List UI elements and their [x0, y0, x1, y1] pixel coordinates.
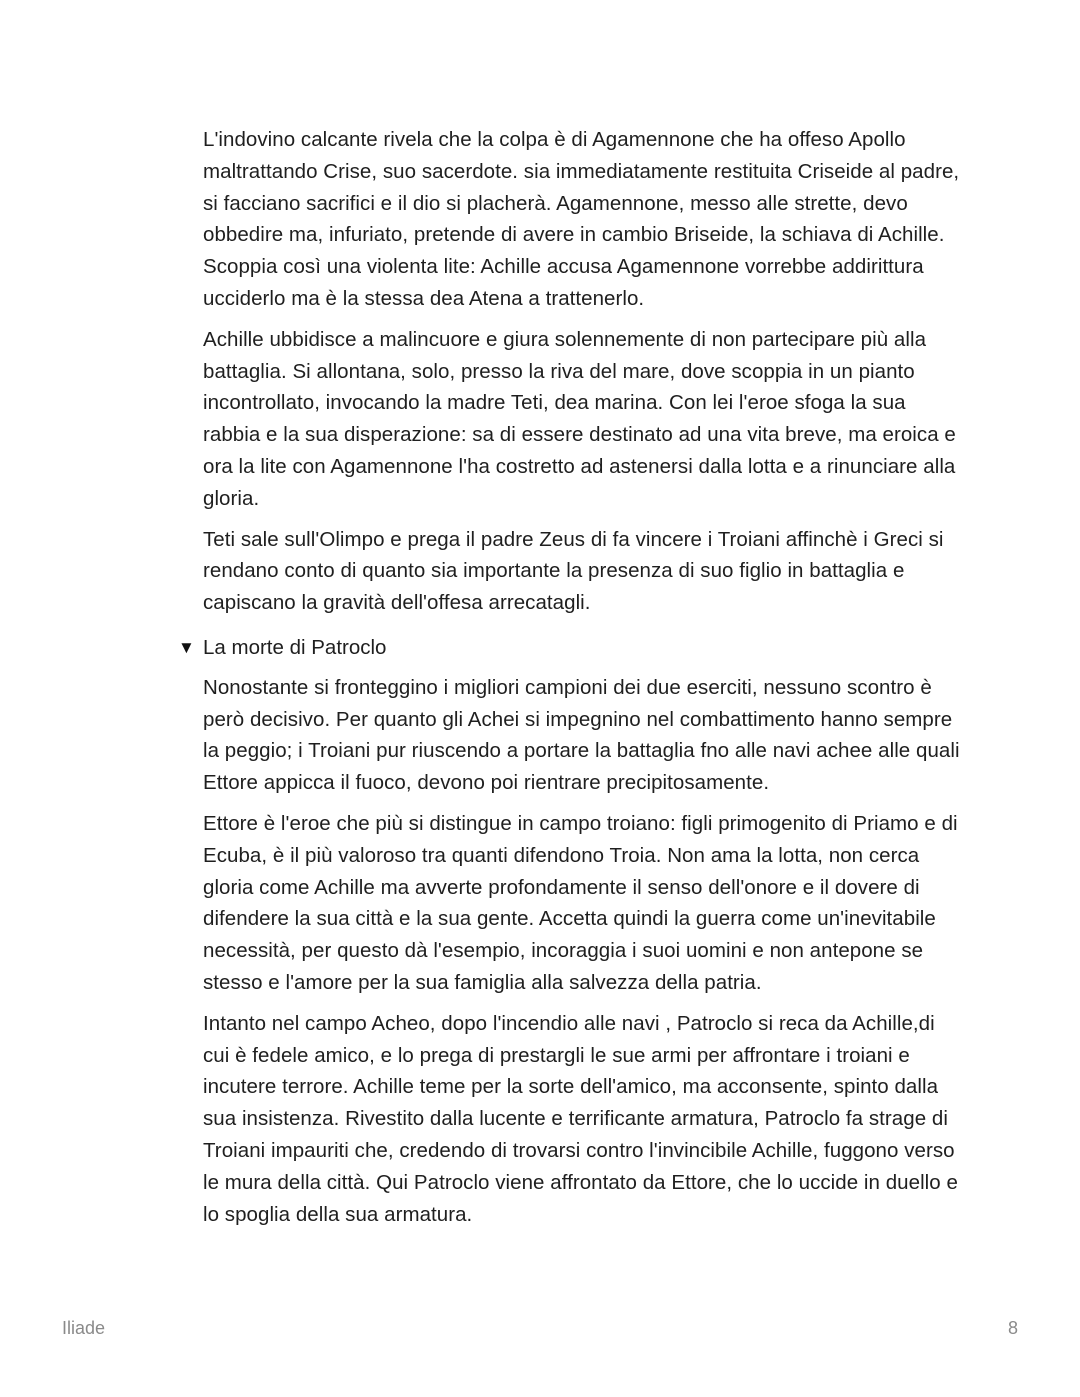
document-body: [178, 124, 963, 1239]
footer-page-number: 8: [1007, 1318, 1018, 1338]
paragraph-patroclo: Intanto nel campo Acheo, dopo l'incendio alle navi , Patroclo si reca da Achille,di cui è fedele amico, e lo prega di prestargli le sue armi per affrontare i troiani e incutere terrore. Achille teme per la sorte dell'amico, ma acconsente, spinto dalla sua insistenza. Rivestito dalla lucente e terrificante armatura, Patroclo fa strage di Troiani impauriti che, credendo di trovarsi contro l'invincibile Achille, fuggono verso le mura della città. Qui Patroclo viene affrontato da Ettore, che lo uccide in duello e lo spoglia della sua armatura.: [203, 1011, 958, 1226]
toggle-section-morte-patroclo[interactable]: [178, 632, 963, 664]
paragraph-ettore: Ettore è l'eroe che più si distingue in campo troiano: figli primogenito di Priamo e di Ecuba, è il più valoroso tra quanti difendono Troia. Non ama la lotta, non cerca gloria come Achille ma avverte profondamente il senso dell'onore e il dovere di difendere la sua città e la sua gente. Accetta quindi la guerra come un'inevitabile necessità, per questo dà l'esempio, incoraggia i suoi uomini e non antepone se stesso e l'amore per la sua famiglia alla salvezza della patria.: [203, 811, 958, 994]
paragraph-achille-ritiro: Achille ubbidisce a malincuore e giura solennemente di non partecipare più alla battaglia. Si allontana, solo, presso la riva del mare, dove scoppia in un pianto incontrollato, invocando la madre Teti, dea marina. Con lei l'eroe sfoga la sua rabbia e la sua disperazione: sa di essere destinato ad una vita breve, ma eroica e ora la lite con Agamennone l'ha costretto ad astenersi dalla lotta e a rinunciare alla gloria.: [203, 327, 956, 510]
footer-document-title: Iliade: [62, 1318, 106, 1338]
paragraph-scontri: Nonostante si fronteggino i migliori campioni dei due eserciti, nessuno scontro è però decisivo. Per quanto gli Achei si impegnino nel combattimento hanno sempre la peggio; i Troiani pur riuscendo a portare la battaglia fno alle navi achee alle quali Ettore appicca il fuoco, devono poi rientrare precipitosamente.: [203, 675, 960, 795]
toggle-heading: La morte di Patroclo: [203, 635, 387, 659]
paragraph-teti: Teti sale sull'Olimpo e prega il padre Zeus di fa vincere i Troiani affinchè i Greci si rendano conto di quanto sia importante la presenza di suo figlio in battaglia e capiscano la gravità dell'offesa arrecatagli.: [203, 527, 944, 615]
triangle-down-icon[interactable]: ▼: [178, 637, 195, 657]
paragraph-calcante: L'indovino calcante rivela che la colpa è di Agamennone che ha offeso Apollo maltrattando Crise, suo sacerdote. sia immediatamente restituita Criseide al padre, si facciano sacrifici e il dio si placherà. Agamennone, messo alle strette, devo obbedire ma, infuriato, pretende di avere in cambio Briseide, la schiava di Achille. Scoppia così una violenta lite: Achille accusa Agamennone vorrebbe addirittura ucciderlo ma è la stessa dea Atena a trattenerlo.: [203, 128, 960, 310]
